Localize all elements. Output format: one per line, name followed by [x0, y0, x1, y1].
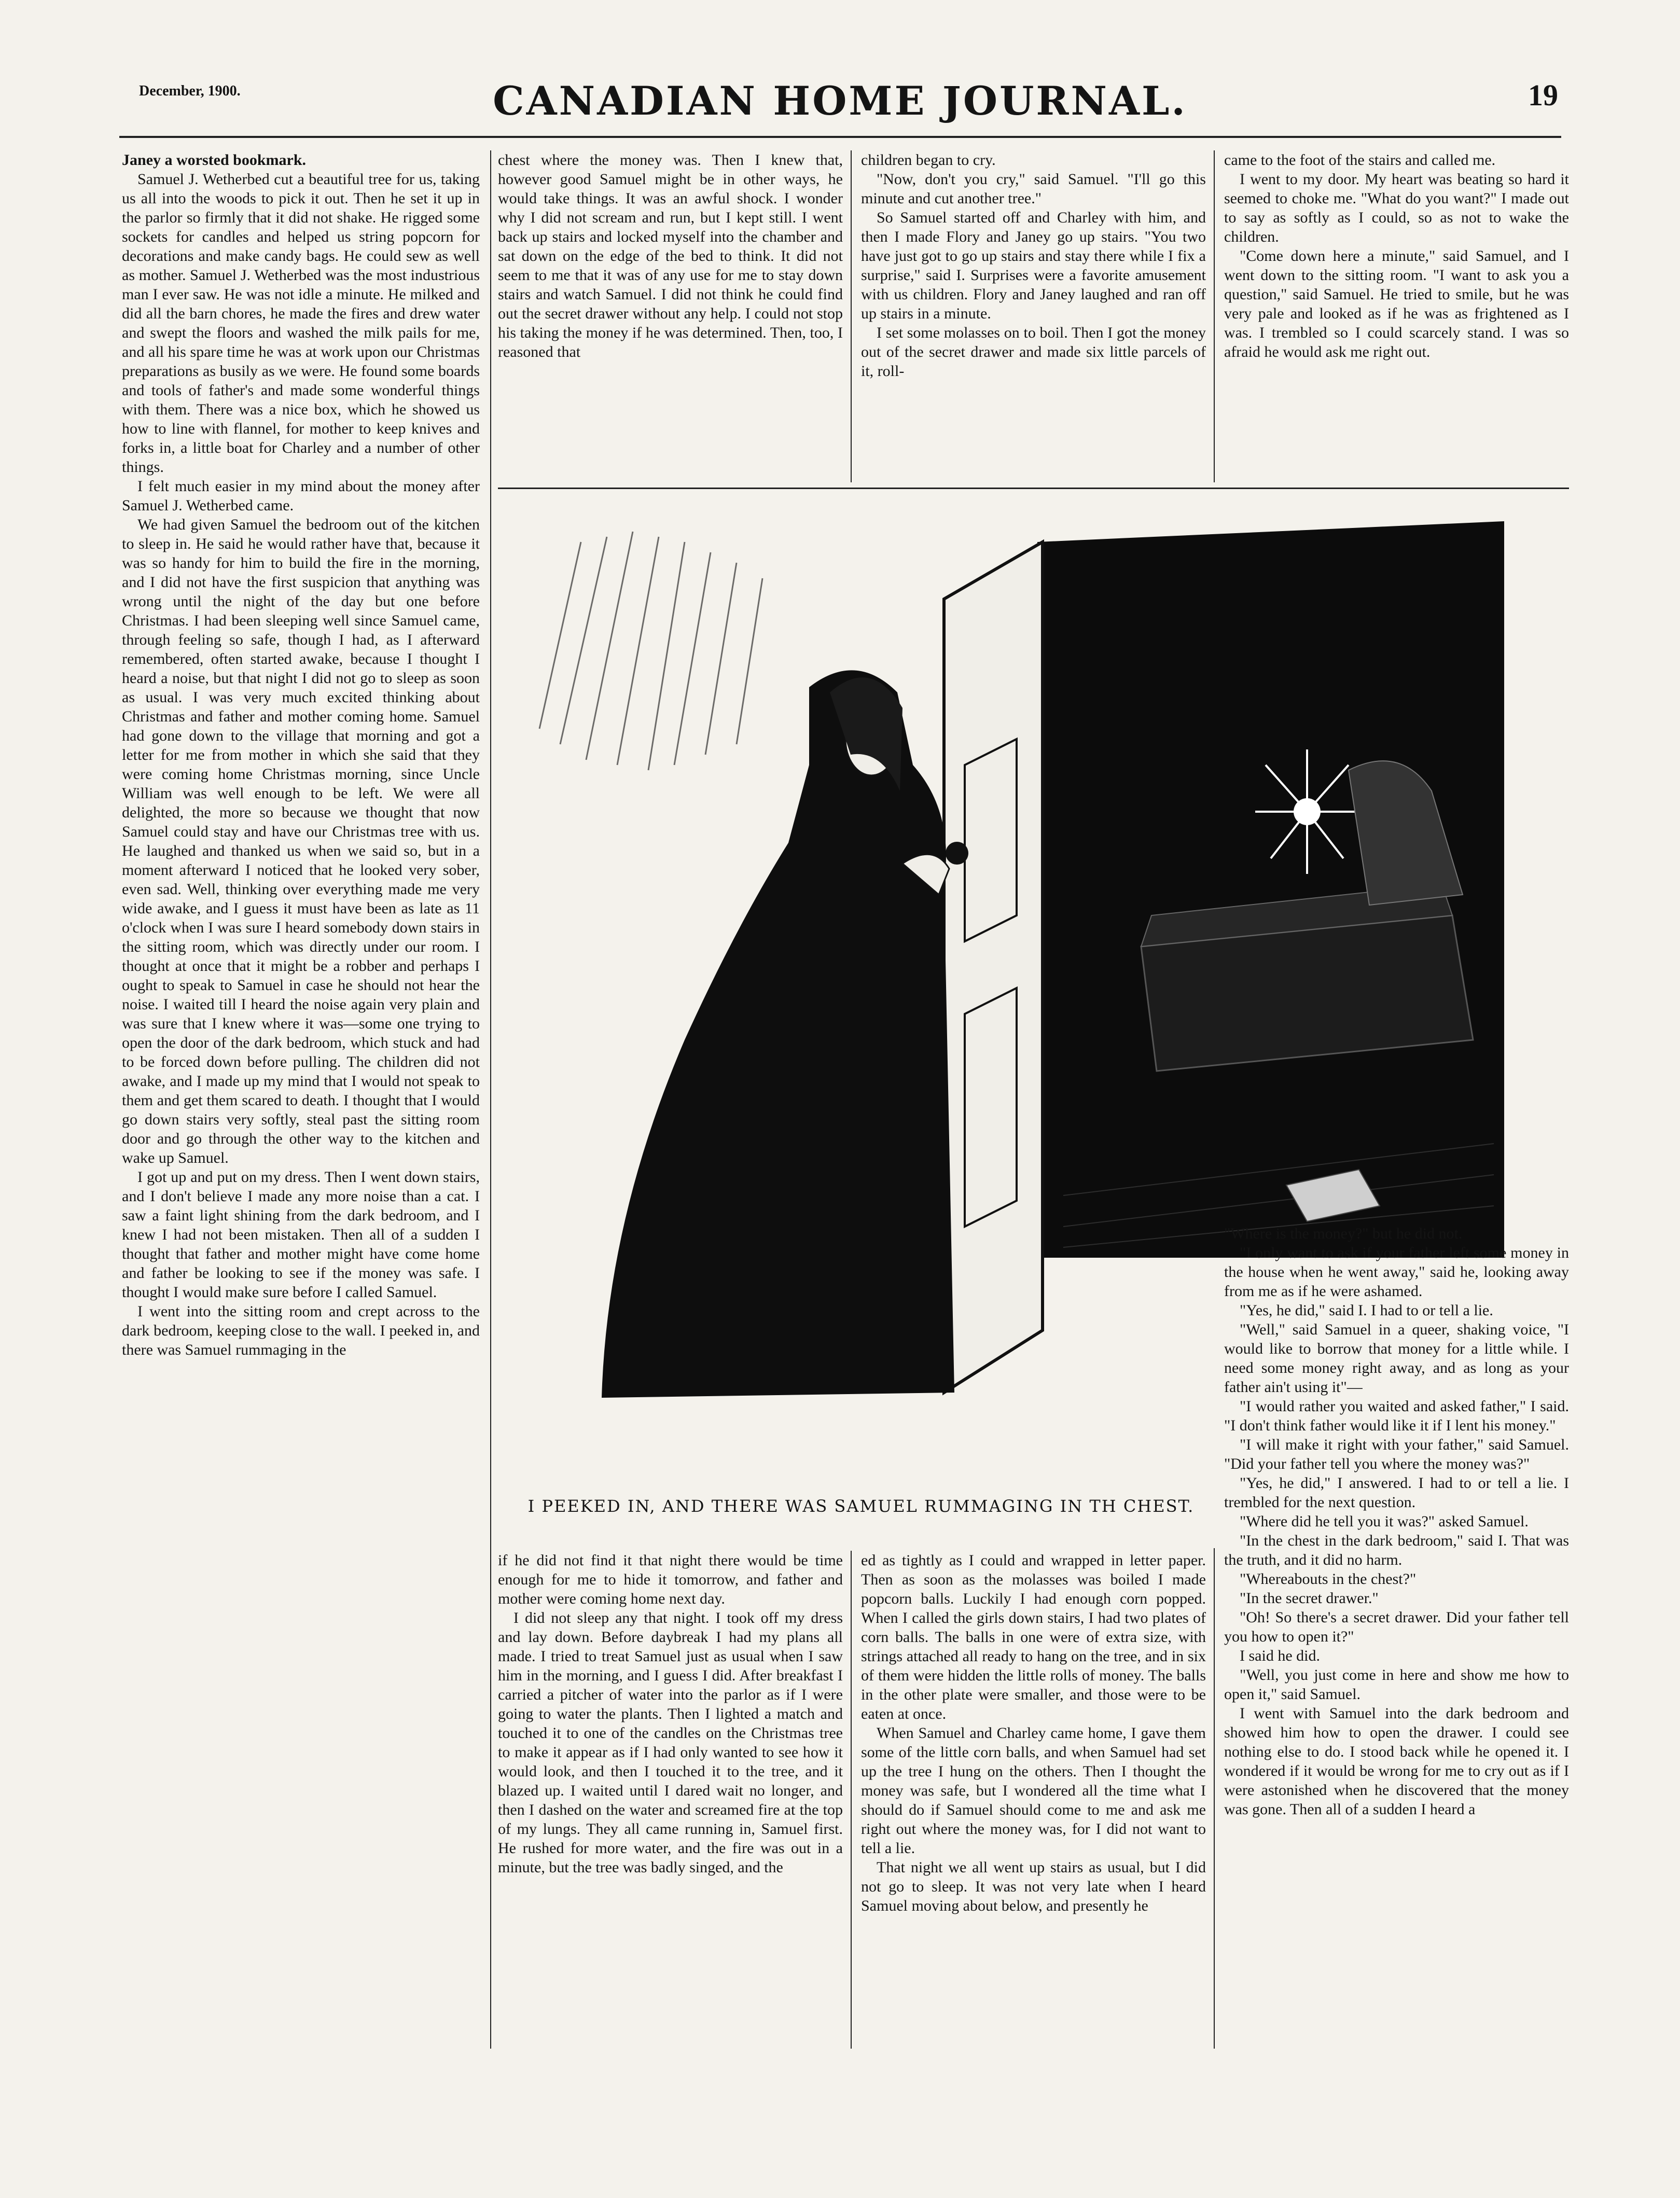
issue-date: December, 1900. — [139, 83, 241, 99]
paragraph: "Where is the money?" but he did not. — [1224, 1225, 1463, 1242]
paragraph: Samuel J. Wetherbed cut a beautiful tree for us, taking us all into the woods to pick it out. Then he set it up in the parlor so firmly that it did not shake. He rigged some sockets for candles and helped us string popcorn for decorations and make candy bags. He could sew as well as mother. Samuel J. Wetherbed was the most industrious man I ever saw. He was not idle a minute. He milked and did all the barn chores, he made the fires and drew water and swept the floors and washed the milk pails for me, and all his spare time he was at work upon our Christmas preparations as busily as we were. He found some boards and tools of father's and made some wonderful things with them. There was a nice box, which he showed us how to line with flannel, for mother to keep knives and forks in, a little boat for Charley and a number of other things. — [122, 171, 480, 476]
column-4-top — [1224, 150, 1569, 482]
column-4-middle — [1224, 1224, 1569, 2049]
paragraph: came to the foot of the stairs and called me. — [1224, 151, 1496, 169]
candle-flame — [1294, 798, 1321, 825]
paragraph: When Samuel and Charley came home, I gave them some of the little corn balls, and when Samuel had set up the tree I hung on the others. Then I thought the money was safe, but I wondered all the time what I should do if Samuel should come to me and ask me right out where the money was, for I did not want to tell a lie. — [861, 1724, 1206, 1857]
paragraph: "In the chest in the dark bedroom," said I. That was the truth, and it did no harm. — [1224, 1532, 1569, 1568]
column-3-bottom — [861, 1551, 1206, 2049]
paragraph: if he did not find it that night there would be time enough for me to hide it tomorrow, and father and mother were coming home next day. — [498, 1552, 843, 1607]
column-2-bottom — [498, 1551, 843, 2049]
paragraph: "Well, you just come in here and show me how to open it," said Samuel. — [1224, 1666, 1569, 1703]
paragraph: "I will make it right with your father," said Samuel. "Did your father tell you where the money was?" — [1224, 1436, 1569, 1472]
column-divider — [490, 150, 491, 2049]
paragraph: So Samuel started off and Charley with him, and then I made Flory and Janey go up stairs. "You two have just got to go up stairs and stay there while I fix a surprise," said I. Surprises were a favorite amusement with us children. Flory and Janey laughed and ran off up stairs in a minute. — [861, 209, 1206, 322]
open-door — [944, 542, 1043, 1393]
page-number: 19 — [1528, 78, 1558, 112]
paragraph: "Well," said Samuel in a queer, shaking voice, "I would like to borrow that money for a little while. I need some money right away, and as long as your father ain't using it"— — [1224, 1321, 1569, 1396]
column-divider — [1214, 1548, 1215, 2049]
column-2-top — [498, 150, 843, 482]
paragraph: "Come down here a minute," said Samuel, and I went down to the sitting room. "I want to ask you a question," said Samuel. He tried to smile, but he was very pale and looked as if he was as frightened as I was. I trembled so I could scarcely stand. I was so afraid he would ask me right out. — [1224, 247, 1569, 360]
paragraph: "I only want to ask if your father left some money in the house when he went away," said he, looking away from me as if he were ashamed. — [1224, 1244, 1569, 1300]
column-divider — [1214, 150, 1215, 482]
paragraph: "Yes, he did," I answered. I had to or tell a lie. I trembled for the next question. — [1224, 1474, 1569, 1511]
paragraph: I went with Samuel into the dark bedroom and showed him how to open the drawer. I could see nothing else to do. I stood back while he opened it. I wondered if it would be wrong for me to cry out as if I were astonished when he discovered that the money was gone. Then all of a sudden I heard a — [1224, 1705, 1569, 1818]
paragraph: "Where did he tell you it was?" asked Samuel. — [1240, 1513, 1529, 1530]
paragraph: "Yes, he did," said I. I had to or tell a lie. — [1240, 1302, 1493, 1319]
paragraph: Janey a worsted bookmark. — [122, 151, 307, 169]
column-divider — [851, 1551, 852, 2049]
column-1 — [122, 150, 480, 2049]
door-knob — [946, 842, 968, 865]
header-rule — [119, 136, 1561, 138]
paragraph: I went into the sitting room and crept across to the dark bedroom, keeping close to the wall. I peeked in, and there was Samuel rummaging in the — [122, 1303, 480, 1358]
paragraph: "In the secret drawer." — [1240, 1590, 1379, 1607]
paragraph: I got up and put on my dress. Then I went down stairs, and I don't believe I made any more noise than a cat. I saw a faint light shining from the dark bedroom, and I knew I had not been mistaken. Then all of a sudden I thought that father and mother might have come home and father be looking to see if the money was safe. I thought I would make sure before I called Samuel. — [122, 1168, 480, 1301]
paragraph: "Whereabouts in the chest?" — [1240, 1570, 1417, 1588]
paragraph: We had given Samuel the bedroom out of the kitchen to sleep in. He said he would rather have that, because it was so handy for him to build the fire in the morning, and I did not have the first suspicion that anything was wrong until the night of the day but one before Christmas. I had been sleeping well since Samuel came, through feeling so safe, though I had, as I afterward remembered, often started awake, because I thought I heard a noise, but that night I did not go to sleep as soon as usual. I was very much excited thinking about Christmas and father and mother coming home. Samuel had gone down to the village that morning and got a letter for me from mother in which she said that they were coming home Christmas morning, since Uncle William was well enough to be left. We were all delighted, the more so because we thought that now Samuel could stay and have our Christmas tree with us. He laughed and thanked us when we said so, but in a moment afterward I noticed that he looked very sober, even sad. Well, thinking over everything made me very wide awake, and I guess it must have been as late as 11 o'clock when I was sure I heard somebody down stairs in the sitting room, which was directly under our room. I thought at once that it might be a robber and perhaps I ought to speak to Samuel in case he should not hear the noise. I waited till I heard the noise again very plain and was sure that I knew where it was—some one trying to open the door of the dark bedroom, which stuck and had to be forced down before pulling. The children did not awake, and I made up my mind that I would not speak to them and get them scared to death. I thought that I would go down stairs very softly, steal past the sitting room door and go through the other way to the kitchen and wake up Samuel. — [122, 516, 480, 1166]
paragraph: children began to cry. — [861, 151, 996, 169]
paragraph: That night we all went up stairs as usual, but I did not go to sleep. It was not very late when I heard Samuel moving about below, and presently he — [861, 1859, 1206, 1914]
paragraph: I did not sleep any that night. I took off my dress and lay down. Before daybreak I had my plans all made. I tried to treat Samuel just as usual when I saw him in the morning, and I guess I did. After breakfast I carried a pitcher of water into the parlor as if I were going to water the plants. Then I lighted a match and touched it to one of the candles on the Christmas tree to make it appear as if I had only wanted to see how it would look, and then I touched it to the tree, and it blazed up. I waited until I dared wait no longer, and then I dashed on the water and screamed fire at the top of my lungs. They all came running in, Samuel first. He rushed for more water, and the fire was out in a minute, but the tree was badly singed, and the — [498, 1609, 843, 1876]
paragraph: ed as tightly as I could and wrapped in letter paper. Then as soon as the molasses was boiled I made popcorn balls. Luckily I had enough corn popped. When I called the girls down stairs, I had two plates of corn balls. The balls in one were of extra size, with strings attached all ready to hang on the tree, and in six of them were hidden the little rolls of money. The balls in the other plate were smaller, and those were to be eaten at once. — [861, 1552, 1206, 1722]
journal-title: CANADIAN HOME JOURNAL. — [493, 78, 1187, 124]
paragraph: I said he did. — [1240, 1647, 1320, 1664]
illustration-caption: I PEEKED IN, AND THERE WAS SAMUEL RUMMAGING IN TH CHEST. — [527, 1496, 1195, 1516]
paragraph: I felt much easier in my mind about the money after Samuel J. Wetherbed came. — [122, 478, 480, 514]
paragraph: "Now, don't you cry," said Samuel. "I'll go this minute and cut another tree." — [861, 171, 1206, 207]
paragraph: "Oh! So there's a secret drawer. Did your father tell you how to open it?" — [1224, 1609, 1569, 1645]
column-divider — [851, 150, 852, 482]
paragraph: chest where the money was. Then I knew that, however good Samuel might be in other ways, he would take things. It was an awful shock. I wonder why I did not scream and run, but I kept still. I went back up stairs and locked myself into the chamber and sat down on the edge of the bed to think. It did not seem to me that it was of any use for me to stay down stairs and watch Samuel. I did not think he could find out the secret drawer without any help. I could not stop his taking the money if he was determined. Then, too, I reasoned that — [498, 151, 843, 360]
paragraph: I set some molasses on to boil. Then I got the money out of the secret drawer and made six little parcels of it, roll- — [861, 324, 1206, 380]
column-3-top — [861, 150, 1206, 482]
paragraph: "I would rather you waited and asked father," I said. "I don't think father would like it if I lent his money." — [1224, 1398, 1569, 1434]
illustration-rule — [498, 488, 1569, 489]
paragraph: I went to my door. My heart was beating so hard it seemed to choke me. "What do you want?" I made out to say as softly as I could, so as not to wake the children. — [1224, 171, 1569, 245]
